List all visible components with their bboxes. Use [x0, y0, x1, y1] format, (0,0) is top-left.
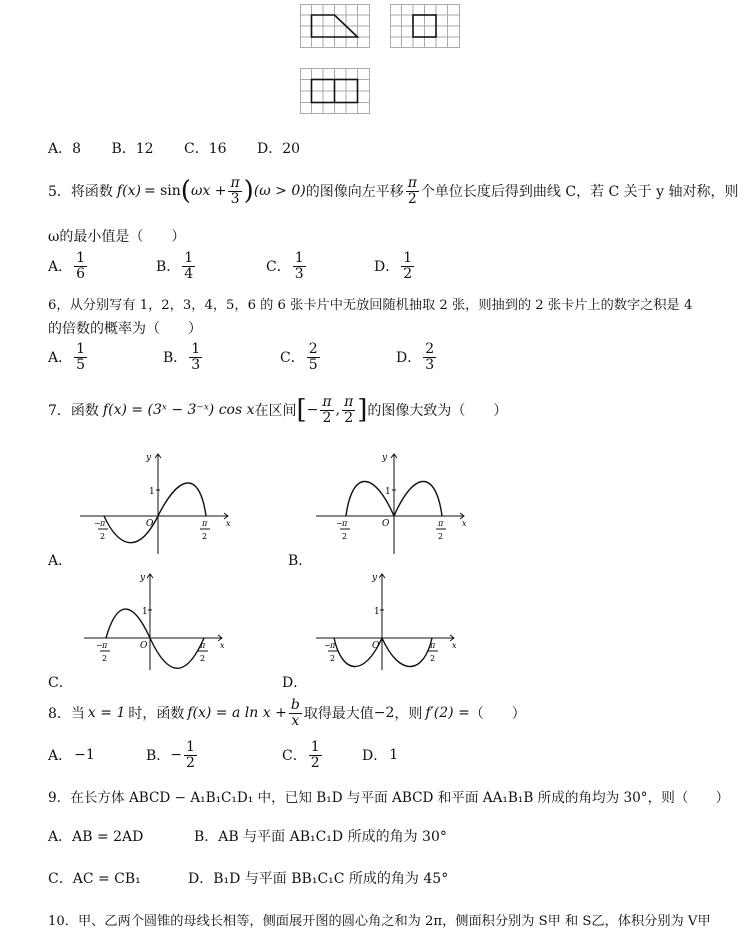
svg-text:−: − — [336, 519, 343, 528]
svg-text:O: O — [382, 519, 390, 529]
q8-stem: 8． 当 x = 1 时，函数 f(x) = a ln x + $\frac{b}{x}$ 取得最大值 −2 ，则 f′(2) = （ ） — [48, 696, 526, 729]
svg-text:π: π — [102, 641, 108, 650]
svg-text:1: 1 — [149, 487, 155, 497]
svg-text:2: 2 — [202, 532, 208, 541]
q9-stem: 9．在长方体 ABCD − A₁B₁C₁D₁ 中，已知 B₁D 与平面 ABCD 和平面 AA₁B₁B 所成的角均为 30°，则（ ） — [48, 790, 730, 806]
q8-option-d: D． 1 — [362, 747, 399, 764]
svg-text:O: O — [140, 641, 148, 651]
graph-a-label: A． — [48, 553, 73, 569]
graph-a — [76, 450, 236, 556]
q4-option-a: A．8 — [48, 141, 82, 157]
svg-text:π: π — [100, 519, 106, 528]
svg-text:x: x — [462, 519, 467, 528]
top-view-grid — [300, 68, 370, 114]
svg-text:π: π — [200, 641, 206, 650]
q9-option-a: A．AB = 2AD — [48, 829, 144, 845]
q6-option-d: D． $\frac{2}{3}$ — [396, 340, 435, 373]
graph-b — [312, 450, 472, 556]
q4-option-b: B．12 — [111, 141, 154, 157]
svg-text:−: − — [94, 519, 101, 528]
q5-option-d: D． $\frac{1}{2}$ — [374, 249, 413, 282]
svg-text:π: π — [330, 641, 336, 650]
q5-options — [48, 248, 468, 284]
q9-option-c: C．AC = CB₁ — [48, 871, 141, 887]
svg-text:x: x — [226, 519, 231, 528]
svg-text:1: 1 — [385, 487, 391, 497]
graph-d-label: D． — [282, 675, 308, 691]
svg-text:y: y — [140, 573, 146, 583]
q10-stem: 10．甲、乙两个圆锥的母线长相等，侧面展开图的圆心角之和为 2π，侧面积分别为 S甲 和 S乙，体积分别为 V甲 — [48, 914, 711, 929]
q4-option-d: D．20 — [257, 141, 301, 157]
q9-option-b: B．AB 与平面 AB₁C₁D 所成的角为 30° — [194, 829, 447, 845]
q6-option-b: B． $\frac{1}{3}$ — [163, 340, 201, 373]
graph-b-label: B． — [288, 553, 313, 569]
q5-pi-over-2: $\frac{\pi}{2}$ — [407, 174, 417, 207]
q4-options — [48, 138, 300, 158]
q6-options — [48, 338, 468, 376]
svg-text:2: 2 — [430, 654, 436, 663]
q5-option-c: C． $\frac{1}{3}$ — [266, 249, 304, 282]
q9-option-d: D．B₁D 与平面 BB₁C₁C 所成的角为 45° — [188, 871, 449, 887]
svg-text:2: 2 — [342, 532, 348, 541]
graph-d — [312, 570, 462, 674]
svg-text:y: y — [382, 453, 388, 463]
svg-text:π: π — [430, 641, 436, 650]
graph-c — [80, 570, 230, 674]
side-view-grid — [390, 4, 460, 48]
svg-text:π: π — [202, 519, 208, 528]
q6-option-a: A． $\frac{1}{5}$ — [48, 340, 86, 373]
q5-option-b: B． $\frac{1}{4}$ — [156, 249, 194, 282]
svg-text:−: − — [324, 641, 331, 650]
svg-text:1: 1 — [374, 607, 380, 617]
svg-text:y: y — [146, 453, 152, 463]
q6-option-c: C． $\frac{2}{5}$ — [280, 340, 318, 373]
q8-option-c: C． $\frac{1}{2}$ — [282, 738, 320, 771]
q6-stem-line2: 的倍数的概率为（ ） — [48, 321, 202, 337]
q8-option-a: A． −1 — [48, 747, 95, 764]
q7-stem: 7． 函数 f(x) = (3ˣ − 3⁻ˣ) cos x 在区间 [ − $\frac{\pi}{2}$ , $\frac{\pi}{2}$ ] 的图像大致为（ ） — [48, 393, 508, 426]
q8-option-b: B． − $\frac{1}{2}$ — [146, 738, 195, 771]
svg-text:1: 1 — [142, 607, 148, 617]
svg-text:O: O — [372, 641, 380, 651]
svg-text:x: x — [220, 641, 225, 650]
q5-stem-line2: ω的最小值是（ ） — [48, 229, 186, 245]
svg-text:O: O — [146, 519, 154, 529]
q5-pi-over-3: $\frac{\pi}{3}$ — [230, 174, 240, 207]
svg-text:2: 2 — [330, 654, 336, 663]
q5-option-a: A． $\frac{1}{6}$ — [48, 249, 86, 282]
svg-text:−: − — [96, 641, 103, 650]
svg-text:2: 2 — [100, 532, 106, 541]
svg-text:2: 2 — [438, 532, 444, 541]
svg-text:π: π — [438, 519, 444, 528]
q5-stem: 5． 将函数 f(x) = sin ( ωx + $\frac{\pi}{3}$ ) (ω > 0) 的图像向左平移 $\frac{\pi}{2}$ 个单位长度后得到曲线 C，若 C 关于 y 轴对称，则 — [48, 174, 739, 207]
q6-stem-line1: 6，从分别写有 1，2，3，4，5，6 的 6 张卡片中无放回随机抽取 2 张，则抽到的 2 张卡片上的数字之积是 4 — [48, 298, 693, 313]
graph-c-label: C． — [48, 675, 73, 691]
svg-text:x: x — [452, 641, 457, 650]
svg-text:2: 2 — [200, 654, 206, 663]
front-view-grid — [300, 4, 370, 48]
svg-text:2: 2 — [102, 654, 108, 663]
svg-text:π: π — [342, 519, 348, 528]
q8-options — [48, 736, 468, 774]
svg-text:y: y — [372, 573, 378, 583]
q4-option-c: C．16 — [184, 141, 227, 157]
